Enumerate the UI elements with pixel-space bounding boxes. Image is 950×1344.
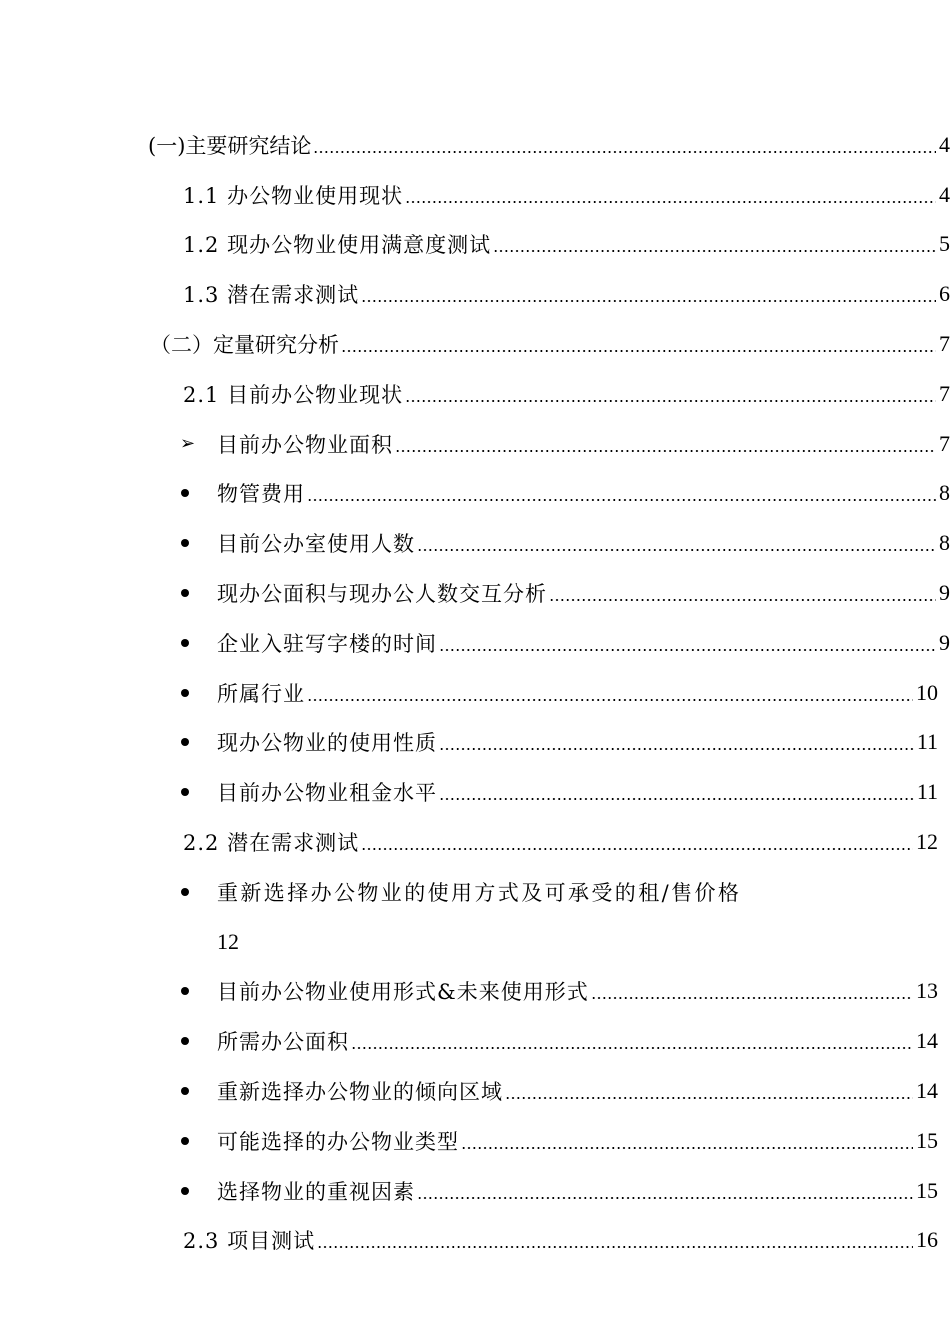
bullet-icon <box>181 987 189 995</box>
toc-entry-page: 4 <box>939 181 950 207</box>
toc-entry-label: 所属行业 <box>217 681 305 706</box>
dot-leader <box>439 649 936 651</box>
toc-entry[interactable] <box>0 1116 950 1166</box>
toc-entry-page: 5 <box>939 231 950 257</box>
toc-entry-page: 14 <box>916 1028 938 1054</box>
toc-entry-page: 4 <box>939 131 950 157</box>
dot-leader <box>361 848 913 850</box>
toc-entry[interactable] <box>0 867 950 917</box>
toc-entry[interactable] <box>0 120 950 170</box>
toc-entry-page: 11 <box>916 779 938 805</box>
toc-entry[interactable] <box>0 1216 950 1266</box>
dot-leader <box>493 250 936 252</box>
toc-entry[interactable] <box>0 618 950 668</box>
dot-leader <box>439 748 914 750</box>
dot-leader <box>405 400 936 402</box>
toc-entry-label: 1.1 办公物业使用现状 <box>183 183 404 208</box>
bullet-icon <box>181 589 189 597</box>
toc-entry-label: 目前办公物业租金水平 <box>217 781 437 806</box>
toc-entry-label: 现办公面积与现办公人数交互分析 <box>217 582 547 607</box>
toc-entry[interactable] <box>0 469 950 519</box>
dot-leader <box>361 300 936 302</box>
toc-entry-label: 2.1 目前办公物业现状 <box>183 382 404 407</box>
bullet-icon <box>181 888 189 896</box>
toc-entry-page: 10 <box>916 679 938 705</box>
dot-leader <box>395 450 936 452</box>
toc-entry-label: 目前办公物业面积 <box>217 432 393 457</box>
toc-entry-page: 14 <box>916 1078 938 1104</box>
toc-entry-label: 所需办公面积 <box>217 1030 349 1055</box>
toc-entry[interactable] <box>0 1016 950 1066</box>
dot-leader <box>405 201 936 203</box>
table-of-contents <box>0 120 950 1265</box>
toc-entry-page: 7 <box>939 380 950 406</box>
toc-entry[interactable] <box>0 1166 950 1216</box>
dot-leader <box>549 599 936 601</box>
toc-entry-page: 6 <box>939 281 950 307</box>
toc-entry-label: 企业入驻写字楼的时间 <box>217 631 437 656</box>
dot-leader <box>307 699 913 701</box>
toc-entry-label: 1.3 潜在需求测试 <box>183 283 360 308</box>
toc-entry-label: 现办公物业的使用性质 <box>217 731 437 756</box>
bullet-icon <box>181 1087 189 1095</box>
toc-entry[interactable] <box>0 269 950 319</box>
dot-leader <box>461 1147 913 1149</box>
arrow-bullet-icon: ➢ <box>180 432 196 454</box>
dot-leader <box>341 350 936 352</box>
toc-entry-page: 8 <box>939 480 950 506</box>
dot-leader <box>591 997 913 999</box>
toc-entry[interactable] <box>0 220 950 270</box>
toc-entry-page: 9 <box>939 629 950 655</box>
toc-entry-page: 13 <box>916 978 938 1004</box>
bullet-icon <box>181 689 189 697</box>
toc-entry[interactable] <box>0 568 950 618</box>
toc-entry-page: 16 <box>916 1227 938 1253</box>
dot-leader <box>313 151 936 153</box>
dot-leader <box>317 1246 913 1248</box>
toc-entry-label: 重新选择办公物业的倾向区域 <box>217 1080 503 1105</box>
dot-leader <box>417 1197 913 1199</box>
toc-entry-label: 2.3 项目测试 <box>183 1229 316 1254</box>
toc-entry-label: 2.2 潜在需求测试 <box>183 831 360 856</box>
toc-entry-page: 8 <box>939 530 950 556</box>
toc-entry-page: 12 <box>217 928 239 954</box>
toc-entry-page-wrapped[interactable] <box>0 917 950 967</box>
bullet-icon <box>181 788 189 796</box>
toc-entry-page: 15 <box>916 1177 938 1203</box>
toc-entry-page: 15 <box>916 1127 938 1153</box>
bullet-icon <box>181 489 189 497</box>
bullet-icon <box>181 1037 189 1045</box>
toc-entry[interactable] <box>0 518 950 568</box>
toc-entry-label: 重新选择办公物业的使用方式及可承受的租/售价格 <box>217 880 742 905</box>
toc-entry-label: 1.2 现办公物业使用满意度测试 <box>183 233 492 258</box>
toc-entry[interactable] <box>0 1066 950 1116</box>
dot-leader <box>307 499 936 501</box>
toc-entry-page: 12 <box>916 829 938 855</box>
bullet-icon <box>181 1187 189 1195</box>
toc-entry-label: (一)主要研究结论 <box>148 133 312 158</box>
bullet-icon <box>181 1137 189 1145</box>
toc-entry-label: （二）定量研究分析 <box>150 333 339 358</box>
toc-entry-label: 选择物业的重视因素 <box>217 1179 415 1204</box>
dot-leader <box>505 1097 913 1099</box>
dot-leader <box>351 1047 913 1049</box>
bullet-icon <box>181 738 189 746</box>
toc-entry-page: 7 <box>939 430 950 456</box>
dot-leader <box>417 549 936 551</box>
toc-entry[interactable] <box>0 170 950 220</box>
toc-entry-page: 9 <box>939 580 950 606</box>
toc-entry-label: 可能选择的办公物业类型 <box>217 1129 459 1154</box>
bullet-icon <box>181 539 189 547</box>
toc-entry-page: 11 <box>916 729 938 755</box>
toc-entry[interactable] <box>0 668 950 718</box>
toc-entry-page: 7 <box>939 331 950 357</box>
toc-entry[interactable] <box>0 369 950 419</box>
toc-entry-label: 目前办公物业使用形式&未来使用形式 <box>217 980 589 1005</box>
toc-entry[interactable] <box>0 817 950 867</box>
toc-entry[interactable] <box>0 767 950 817</box>
toc-entry[interactable] <box>0 319 950 369</box>
dot-leader <box>439 798 914 800</box>
toc-entry[interactable] <box>0 967 950 1017</box>
toc-entry[interactable] <box>0 419 950 469</box>
toc-entry-label: 目前公办室使用人数 <box>217 532 415 557</box>
bullet-icon <box>181 639 189 647</box>
toc-entry-label: 物管费用 <box>217 482 305 507</box>
toc-entry[interactable] <box>0 718 950 768</box>
